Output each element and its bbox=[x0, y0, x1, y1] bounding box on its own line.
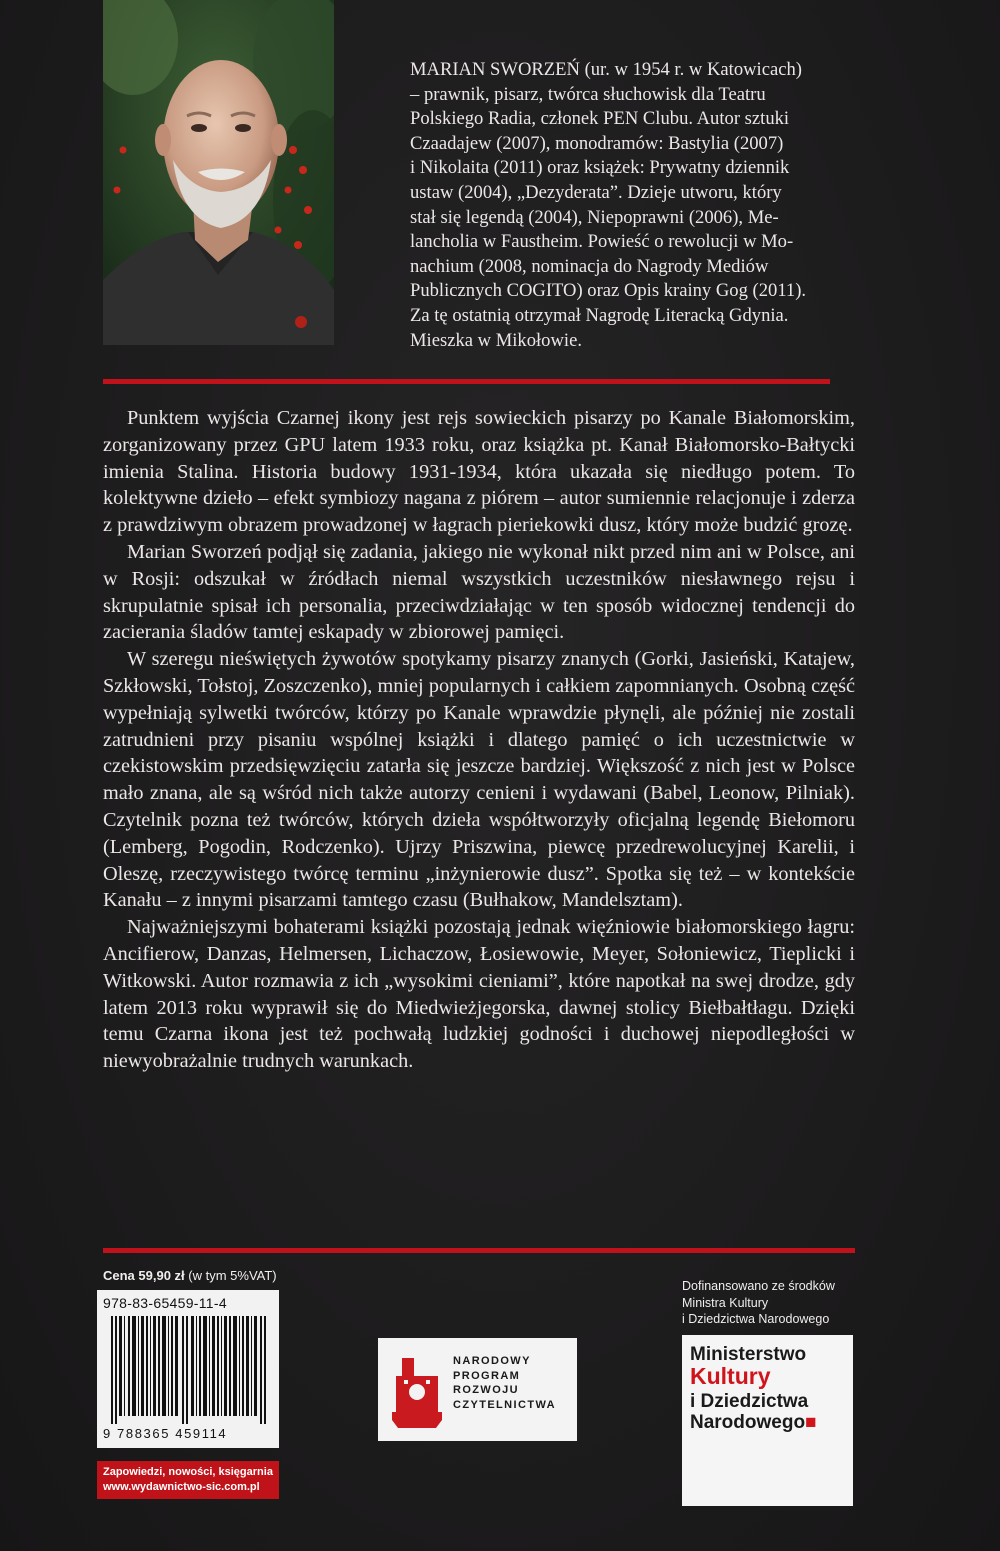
publisher-promo bbox=[97, 1461, 279, 1499]
bio-line: MARIAN SWORZEŃ (ur. w 1954 r. w Katowicach) bbox=[410, 59, 802, 80]
ministry-logo-word: Narodowego bbox=[690, 1412, 806, 1433]
bio-line: Polskiego Radia, członek PEN Clubu. Autor sztuki bbox=[410, 108, 790, 130]
bio-line: lancholia w Faustheim. Powieść o rewolucji w Mo- bbox=[410, 231, 794, 253]
bio-line: i Nikolaita (2011) oraz książek: Prywatny dziennik bbox=[410, 157, 790, 179]
npr-line: ROZWOJU bbox=[453, 1384, 520, 1396]
bio-line: Mieszka w Mikołowie. bbox=[410, 329, 582, 351]
book-description bbox=[103, 405, 855, 1075]
bio-line: nachium (2008, nominacja do Nagrody Mediów bbox=[410, 255, 769, 277]
bio-line: – prawnik, pisarz, twórca słuchowisk dla Teatru bbox=[410, 83, 766, 105]
description-paragraph: Marian Sworzeń podjął się zadania, jakiego nie wykonał nikt przed nim ani w Polsce, ani w Rosji: odszukał w źródłach niemal wszystkich uczestników niesławnego rejsu i skrupulatnie spisał ich personalia, przeciwdziałając w ten sposób widocznej tendencji do zacierania śladów tamtej eskapady w zbiorowej pamięci. bbox=[103, 540, 855, 644]
bio-line: Za tę ostatnią otrzymał Nagrodę Literacką Gdynia. bbox=[410, 304, 789, 326]
ministry-logo-line: Ministerstwo bbox=[690, 1344, 807, 1365]
funding-line: i Dziedzictwa Narodowego bbox=[682, 1312, 830, 1326]
funding-line: Dofinansowano ze środków bbox=[682, 1279, 835, 1293]
funding-note bbox=[682, 1278, 872, 1328]
red-divider-bottom bbox=[103, 1248, 855, 1253]
publisher-url[interactable]: www.wydawnictwo-sic.com.pl bbox=[103, 1481, 260, 1493]
barcode-digits: 9 788365 459114 bbox=[103, 1426, 228, 1441]
promo-text: Zapowiedzi, nowości, księgarnia bbox=[103, 1466, 273, 1478]
red-divider-top bbox=[103, 379, 830, 384]
isbn-barcode bbox=[97, 1290, 279, 1448]
author-photo bbox=[103, 0, 334, 345]
description-paragraph: W szeregu nieświętych żywotów spotykamy pisarzy znanych (Gorki, Jasieński, Katajew, Szkłowski, Tołstoj, Zoszczenko), mniej popularnych i całkiem zapomnianych. Osobną część wypełniają sylwetki twórców, którzy po Kanale wprawdzie płynęli, ale później nie zostali zatrudnieni przy pisaniu wspólnej książki i dlatego pamięć o ich uczestnictwie w czekistowskim przedsięwzięciu zatarła się jeszcze bardziej. Większość z nich jest w Polsce mało znana, ale są wśród nich także autorzy cenieni i wydawani (Babel, Leonow, Pilniak). Czytelnik pozna też twórców, których dzieła współtworzyły oficjalną legendę Biełomoru (Lemberg, Pogodin, Rodczenko). Ujrzy Priszwina, piewcę przedrewolucyjnej Karelii, i Oleszę, rzeczywistego twórcę terminu „inżynierowie dusz”. Spotka się też – w kontekście Kanału – z innymi pisarzami tamtego czasu (Bułhakow, Mandelsztam). bbox=[103, 648, 855, 912]
npr-line: CZYTELNICTWA bbox=[453, 1398, 556, 1411]
ministry-logo-dot: ■ bbox=[805, 1412, 817, 1433]
bio-line: Publicznych COGITO) oraz Opis krainy Gog (2011). bbox=[410, 280, 807, 302]
npr-line: NARODOWY bbox=[453, 1355, 531, 1367]
bio-line: stał się legendą (2004), Niepoprawni (2006), Me- bbox=[410, 206, 779, 228]
price-value: Cena 59,90 zł bbox=[103, 1268, 185, 1283]
description-paragraph: Najważniejszymi bohaterami książki pozostają jednak więźniowie białomorskiego łagru: Ancifierow, Danzas, Helmersen, Lichaczow, Łosiewowie, Meyer, Sołoniewicz, Tieplicki i Witkowski. Autor rozmawia z ich „wysokimi cieniami”, które napotkał na swej drodze, gdy latem 2013 roku wyprawił się do Miedwieżjegorska, dawnej stolicy Biełbałtłagu. Dzięki temu Czarna ikona jest też pochwałą ludzkiej godności i duchowej niepodległości w niewyobrażalnie trudnych warunkach. bbox=[103, 916, 855, 1073]
ministry-logo bbox=[682, 1335, 853, 1506]
price-label bbox=[103, 1268, 277, 1283]
barcode-icon bbox=[103, 1316, 273, 1424]
bio-line: Czaadajew (2007), monodramów: Bastylia (2007) bbox=[410, 132, 784, 154]
ministry-logo-line bbox=[690, 1413, 817, 1434]
ministry-logo-line: i Dziedzictwa bbox=[690, 1391, 809, 1412]
npr-text bbox=[453, 1354, 556, 1412]
npr-logo bbox=[378, 1338, 577, 1441]
price-vat: (w tym 5%VAT) bbox=[188, 1268, 277, 1283]
npr-line: PROGRAM bbox=[453, 1369, 521, 1382]
isbn-number: 978-83-65459-11-4 bbox=[103, 1295, 227, 1311]
author-bio bbox=[410, 58, 860, 353]
funding-line: Ministra Kultury bbox=[682, 1295, 769, 1310]
bio-line: ustaw (2004), „Dezyderata”. Dzieje utworu, który bbox=[410, 181, 782, 203]
locomotive-icon bbox=[392, 1356, 442, 1428]
description-paragraph: Punktem wyjścia Czarnej ikony jest rejs sowieckich pisarzy po Kanale Białomorskim, zorganizowany przez GPU latem 1933 roku, oraz książka pt. Kanał Białomorsko-Bałtycki imienia Stalina. Historia budowy 1931-1934, która ukazała się niedługo potem. To kolektywne dzieło – efekt symbiozy nagana z piórem – autor sumiennie relacjonuje i zderza z prawdziwym obrazem prowadzonej w łagrach pieriekowki dusz, który może budzić grozę. bbox=[103, 407, 855, 537]
ministry-logo-line: Kultury bbox=[690, 1363, 771, 1389]
